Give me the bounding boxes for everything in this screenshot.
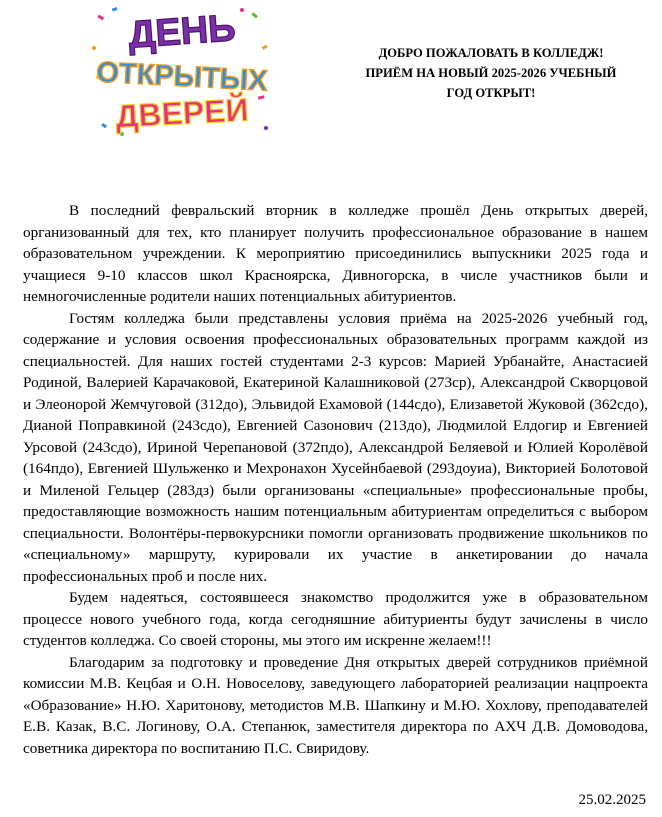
open-day-logo xyxy=(92,6,272,138)
logo-word-1: ДЕНЬ xyxy=(127,7,237,57)
logo-word-3: ДВЕРЕЙ xyxy=(114,91,250,135)
paragraph-intro: В последний февральский вторник в колледже прошёл День открытых дверей, организованный для тех, кто планирует получить профессиональное образование в нашем образовательном учреждении. К мероприятию присоединились выпускники 2025 года и учащиеся 9-10 классов школ Красноярска, Дивногорска, в числе участников были и немногочисленные родители наших потенциальных абитуриентов. xyxy=(23,202,648,305)
paragraph-thanks: Благодарим за подготовку и проведение Дня открытых дверей сотрудников приёмной комиссии М.В. Кецбая и О.Н. Новоселову, заведующего лабораторией реализации нацпроекта «Образование» Н.Ю. Харитонову, методистов М.В. Шапкину и М.Ю. Хохлову, преподавателей Е.В. Казак, В.С. Логинову, О.А. Степанюк, заместителя директора по АХЧ Д.В. Домоводова, советника директора по воспитанию П.С. Свиридову. xyxy=(23,653,648,757)
headline-line-2: ПРИЁМ НА НОВЫЙ 2025-2026 УЧЕБНЫЙ xyxy=(365,66,617,80)
headline xyxy=(330,43,652,103)
open-day-logo-art xyxy=(92,6,272,138)
article-body xyxy=(23,200,648,759)
headline-line-3: ГОД ОТКРЫТ! xyxy=(446,86,536,100)
publication-date: 25.02.2025 xyxy=(578,792,646,808)
paragraph-hope: Будем надеяться, состоявшееся знакомство продолжится уже в образовательном процессе нового учебного года, когда сегодняшние абитуриенты будут зачислены в число студентов колледжа. Со своей стороны, мы этого им искренне желаем!!! xyxy=(23,589,648,649)
logo-word-2: ОТКРЫТЫХ xyxy=(95,56,269,98)
paragraph-program: Гостям колледжа были представлены условия приёма на 2025-2026 учебный год, содержание и условия освоения профессиональных образовательных программ каждой из специальностей. Для наших гостей студентами 2-3 курсов: Марией Урбанайте, Анастасией Родиной, Валерией Карачаковой, Екатериной Калашниковой (273ср), Александрой Скворцовой и Элеонорой Жемчуговой (312до), Эльвидой Ехамовой (144сдо), Елизаветой Жуковой (362сдо), Дианой Поправкиной (243сдо), Евгенией Сазонович (213до), Людмилой Елдогир и Евгенией Урсовой (243сдо), Ириной Черепановой (372пдо), Александрой Беляевой и Юлией Королёвой (164пдо), Евгенией Шульженко и Мехронахон Хусейнбаевой (293доуиа), Викторией Болотовой и Миленой Гельцер (283дз) были организованы «специальные» профессиональные пробы, предоставляющие возможность нашим потенциальным абитуриентам определиться с выбором специальности. Волонтёры-первокурсники помогли организовать продвижение школьников по «специальному» маршруту, курировали их участие в анкетировании до начала профессиональных проб и после них. xyxy=(23,309,648,585)
headline-line-1: ДОБРО ПОЖАЛОВАТЬ В КОЛЛЕДЖ! xyxy=(378,46,604,60)
